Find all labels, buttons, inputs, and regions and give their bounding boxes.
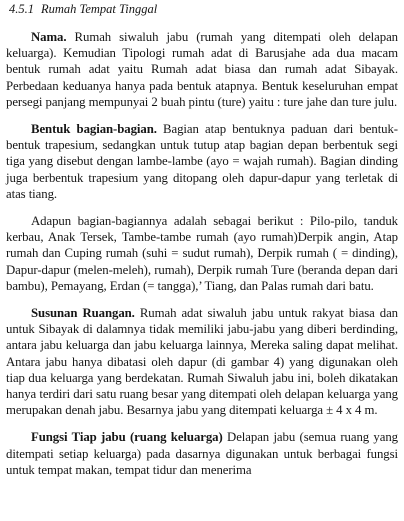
paragraph-text: Rumah siwaluh jabu (rumah yang ditempati oleh delapan keluarga). Kemudian Tipologi rumah adat di Barusjahe ada dua macam bentuk rumah adat yaitu Rumah adat biasa dan rumah adat Sibayak. Perbedaan keduanya hanya pada bentuk atapnya. Bentuk keseluruhan empat persegi panjang mempunyai 2 buah pintu (ture) yaitu : ture jahe dan ture julu. bbox=[6, 30, 398, 109]
paragraph-fungsi-jabu bbox=[6, 429, 398, 478]
paragraph-nama bbox=[6, 29, 398, 110]
section-title: Rumah Tempat Tinggal bbox=[41, 2, 158, 16]
paragraph-term: Nama. bbox=[31, 30, 67, 44]
paragraph-text: Bagian atap bentuknya paduan dari bentuk-bentuk trapesium, sedangkan untuk tutup atap bagian depan berbentuk segi tiga yang disebut dengan lambe-lambe (ayo = wajah rumah). Bagian dinding juga berbentuk trapesium yang ditopang oleh dapur-dapur yang terletak di atas tiang. bbox=[6, 122, 398, 201]
paragraph-susunan-ruangan bbox=[6, 305, 398, 418]
paragraph-term: Bentuk bagian-bagian. bbox=[31, 122, 157, 137]
paragraph-text: Rumah adat siwaluh jabu untuk rakyat biasa dan untuk Sibayak di dalamnya tidak memiliki jabu-jabu yang diberi berdinding, antara jabu keluarga dan jabu keluarga lainnya, Mereka saling dapat melihat. Antara jabu hanya dibatasi oleh dapur (di gambar 4) yang digunakan oleh tiap dua keluarga yang berdekatan. Rumah Siwaluh jabu ini, boleh dikatakan hanya terdiri dari satu ruang besar yang ditempati oleh delapan keluarga yang merupakan denah jabu. Besarnya jabu yang ditempati keluarga ± 4 x 4 m. bbox=[6, 306, 398, 418]
paragraph-text: Adapun bagian-bagiannya adalah sebagai berikut : Pilo-pilo, tanduk kerbau, Anak Tersek, Tambe-tambe rumah (ayo rumah)Derpik angin, Atap rumah dan Cuping rumah (suhi = sudut rumah), Derpik rumah ( = dinding), Dapur-dapur (melen-meleh), rumah), Derpik rumah Ture (beranda depan dari bambu), Pemayang, Erdan (= tangga),’ Tiang, dan Palas rumah dari batu. bbox=[6, 214, 398, 293]
section-heading bbox=[9, 2, 157, 16]
paragraph-term: Susunan Ruangan. bbox=[31, 306, 135, 321]
paragraph-term: Fungsi Tiap jabu (ruang keluarga) bbox=[31, 430, 223, 445]
paragraph-bentuk-bagian bbox=[6, 121, 398, 202]
body-text bbox=[6, 29, 398, 489]
paragraph-bagian-bagiannya bbox=[6, 213, 398, 294]
section-number: 4.5.1 bbox=[9, 2, 34, 16]
paragraph-text: Delapan jabu (semua ruang yang ditempati setiap keluarga) pada dasarnya digunakan untuk berbagai fungsi untuk tempat makan, tempat tidur dan menerima bbox=[6, 430, 398, 477]
